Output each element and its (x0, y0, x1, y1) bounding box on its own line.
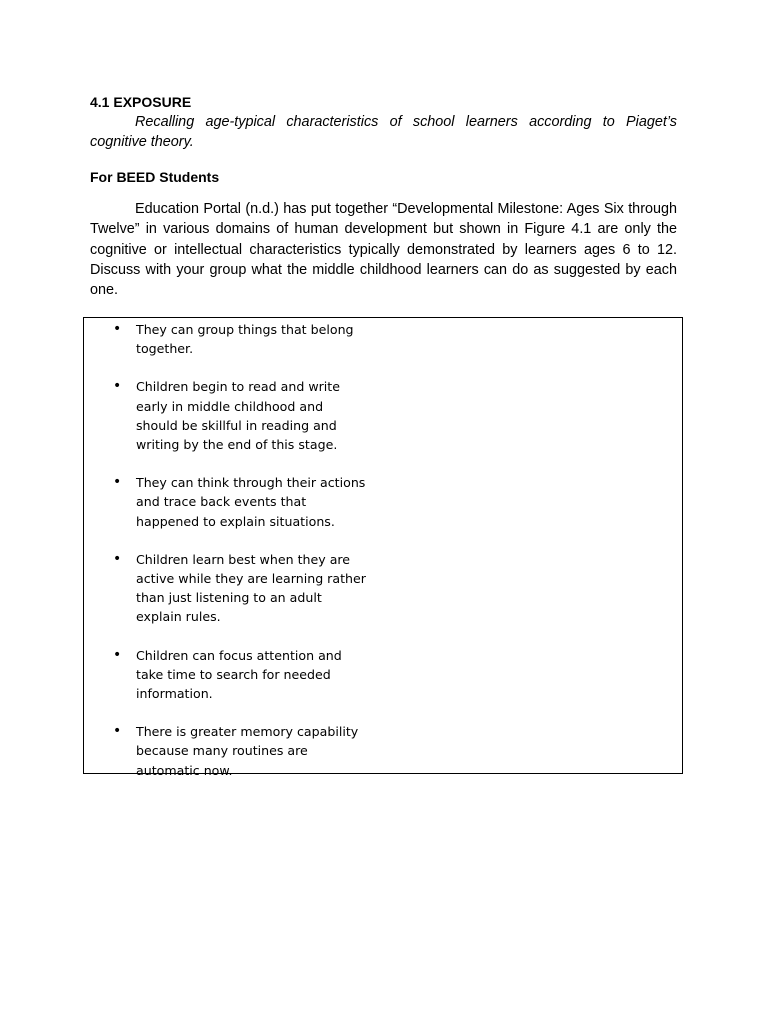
students-heading: For BEED Students (90, 168, 220, 185)
list-item-text: Children begin to read and write early in middle childhood and should be skillful in reading and writing by the end of this stage. (136, 379, 340, 453)
list-item (84, 377, 368, 454)
students-paragraph-text: Education Portal (n.d.) has put together “Developmental Milestone: Ages Six through Twelve” in various domains of human development but shown in Figure 4.1 are only the cognitive or intellectual characteristics typically demonstrated by learners ages 6 to 12. Discuss with your group what the middle childhood learners can do as suggested by each one. (90, 200, 677, 299)
list-item (84, 722, 368, 780)
list-item-text: There is greater memory capability because many routines are automatic now. (136, 724, 359, 778)
section-heading: 4.1 EXPOSURE (90, 94, 192, 110)
bullet-icon: • (113, 646, 122, 663)
list-item (84, 473, 368, 531)
characteristics-list (84, 320, 682, 799)
list-item-text: They can group things that belong together. (136, 322, 354, 357)
characteristics-box (83, 317, 683, 778)
bullet-icon: • (113, 321, 122, 337)
bullet-icon: • (113, 378, 122, 395)
list-item-text: Children can focus attention and take time to search for needed information. (136, 647, 342, 702)
list-item (84, 320, 368, 358)
list-item-text: Children learn best when they are active while they are learning rather than just listening to an adult explain rules. (136, 551, 366, 625)
list-item-text: They can think through their actions and trace back events that happened to explain situations. (136, 475, 366, 529)
list-item (84, 646, 368, 704)
bullet-icon: • (113, 723, 122, 740)
students-paragraph (90, 199, 677, 301)
bullet-icon: • (113, 550, 122, 567)
document-page (90, 92, 677, 301)
section-intro-text: Recalling age-typical characteristics of school learners according to Piaget’s cognitive theory. (90, 114, 677, 151)
bullet-icon: • (113, 474, 122, 491)
list-item (84, 550, 368, 627)
section-intro (90, 112, 677, 153)
